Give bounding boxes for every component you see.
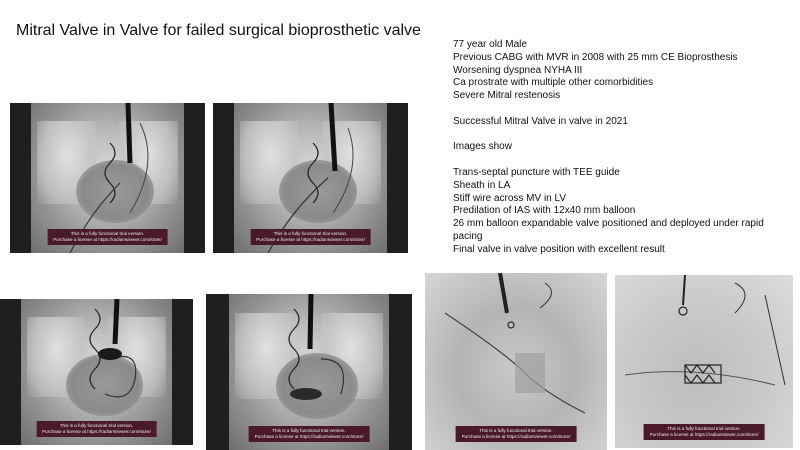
catheter-wires (425, 273, 607, 450)
spacer (453, 154, 793, 167)
slide-title: Mitral Valve in Valve for failed surgical bioprosthetic valve (16, 22, 421, 39)
fluoroscopy-image-3 (0, 299, 193, 445)
history-line: Ca prostrate with multiple other comorbidities (453, 77, 654, 89)
history-line: Worsening dyspnea NYHA III (453, 64, 583, 76)
spacer (453, 103, 793, 116)
watermark-banner: This is a fully functional trial version. Purchase a license at https://radiantviewer.com/store/ (250, 229, 371, 245)
step-line: Sheath in LA (453, 179, 511, 191)
fluoroscopy-image-5 (425, 273, 607, 450)
step-line: Predilation of IAS with 12x40 mm balloon (453, 205, 636, 217)
catheter-wires (615, 275, 793, 448)
fluoroscopy-image-2 (213, 103, 408, 253)
step-line: Final valve in valve position with excellent result (453, 243, 665, 255)
fluoroscopy-image-4 (206, 294, 412, 450)
watermark-banner: This is a fully functional trial version. Purchase a license at https://radiantviewer.com/store/ (36, 421, 157, 437)
history-line: Severe Mitral restenosis (453, 90, 561, 102)
watermark-banner: This is a fully functional trial version. Purchase a license at https://radiantviewer.com/store/ (456, 426, 577, 442)
outcome-line: Successful Mitral Valve in valve in 2021 (453, 115, 628, 127)
case-notes (453, 39, 793, 257)
step-line: Stiff wire across MV in LV (453, 192, 566, 204)
watermark-banner: This is a fully functional trial version. Purchase a license at https://radiantviewer.com/store/ (249, 426, 370, 442)
spacer (453, 129, 793, 142)
fluoroscopy-image-6 (615, 275, 793, 448)
watermark-banner: This is a fully functional trial version. Purchase a license at https://radiantviewer.com/store/ (47, 229, 168, 245)
step-line: Trans-septal puncture with TEE guide (453, 166, 620, 178)
step-line: 26 mm balloon expandable valve positioned and deployed under rapid pacing (453, 218, 764, 242)
fluoroscopy-image-1 (10, 103, 205, 253)
history-line: Previous CABG with MVR in 2008 with 25 mm CE Bioprosthesis (453, 51, 738, 63)
watermark-banner: This is a fully functional trial version. Purchase a license at https://radiantviewer.com/store/ (644, 424, 765, 440)
history-line: 77 year old Male (453, 39, 527, 50)
images-heading: Images show (453, 141, 512, 153)
